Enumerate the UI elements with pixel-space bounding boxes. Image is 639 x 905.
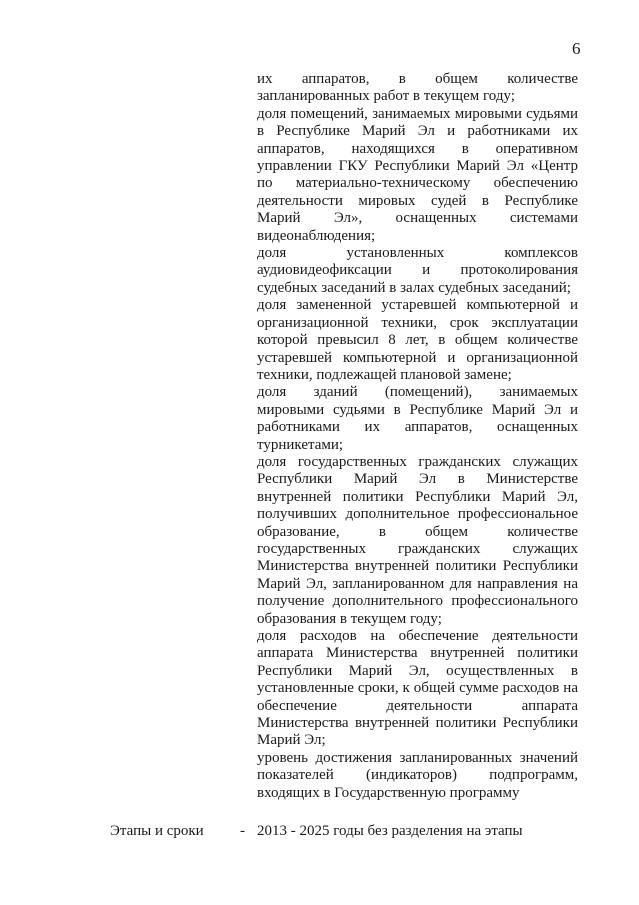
indicator-item: доля государственных гражданских служащих Республики Марий Эл в Министерстве внутренней политики Республики Марий Эл, получивших дополнительное профессиональное образование, в общем количестве государственных гражданских служащих Министерства внутренней политики Республики Марий Эл, запланированном для направления на получение дополнительного профессионального образования в текущем году; [257, 453, 578, 627]
indicator-item: доля расходов на обеспечение деятельности аппарата Министерства внутренней политики Республики Марий Эл, осуществленных в установленные сроки, к общей сумме расходов на обеспечение деятельности аппарата Министерства внутренней политики Республики Марий Эл; [257, 628, 578, 749]
indicators-list [257, 71, 578, 802]
indicator-item: доля зданий (помещений), занимаемых мировыми судьями в Республике Марий Эл и работниками их аппаратов, оснащенных турникетами; [257, 384, 578, 453]
stages-value: 2013 - 2025 годы без разделения на этапы [257, 823, 523, 839]
indicator-item: доля помещений, занимаемых мировыми судьями в Республике Марий Эл и работниками их аппаратов, находящихся в оперативном управлении ГКУ Республики Марий Эл «Центр по материально-техническому обеспечению деятельности мировых судей в Республике Марий Эл», оснащенных системами видеонаблюдения; [257, 105, 578, 244]
indicator-item: их аппаратов, в общем количестве запланированных работ в текущем году; [257, 71, 578, 105]
stages-dash: - [240, 823, 245, 839]
page-number: 6 [572, 39, 581, 58]
indicator-item: уровень достижения запланированных значений показателей (индикаторов) подпрограмм, входящих в Государственную программу [257, 749, 578, 801]
indicator-item: доля установленных комплексов аудиовидеофиксации и протоколирования судебных заседаний в залах судебных заседаний; [257, 245, 578, 296]
stages-row [0, 822, 639, 842]
stages-label: Этапы и сроки [110, 823, 204, 839]
indicator-item: доля замененной устаревшей компьютерной и организационной техники, срок эксплуатации которой превысил 8 лет, в общем количестве устаревшей компьютерной и организационной техники, подлежащей плановой замене; [257, 297, 578, 383]
